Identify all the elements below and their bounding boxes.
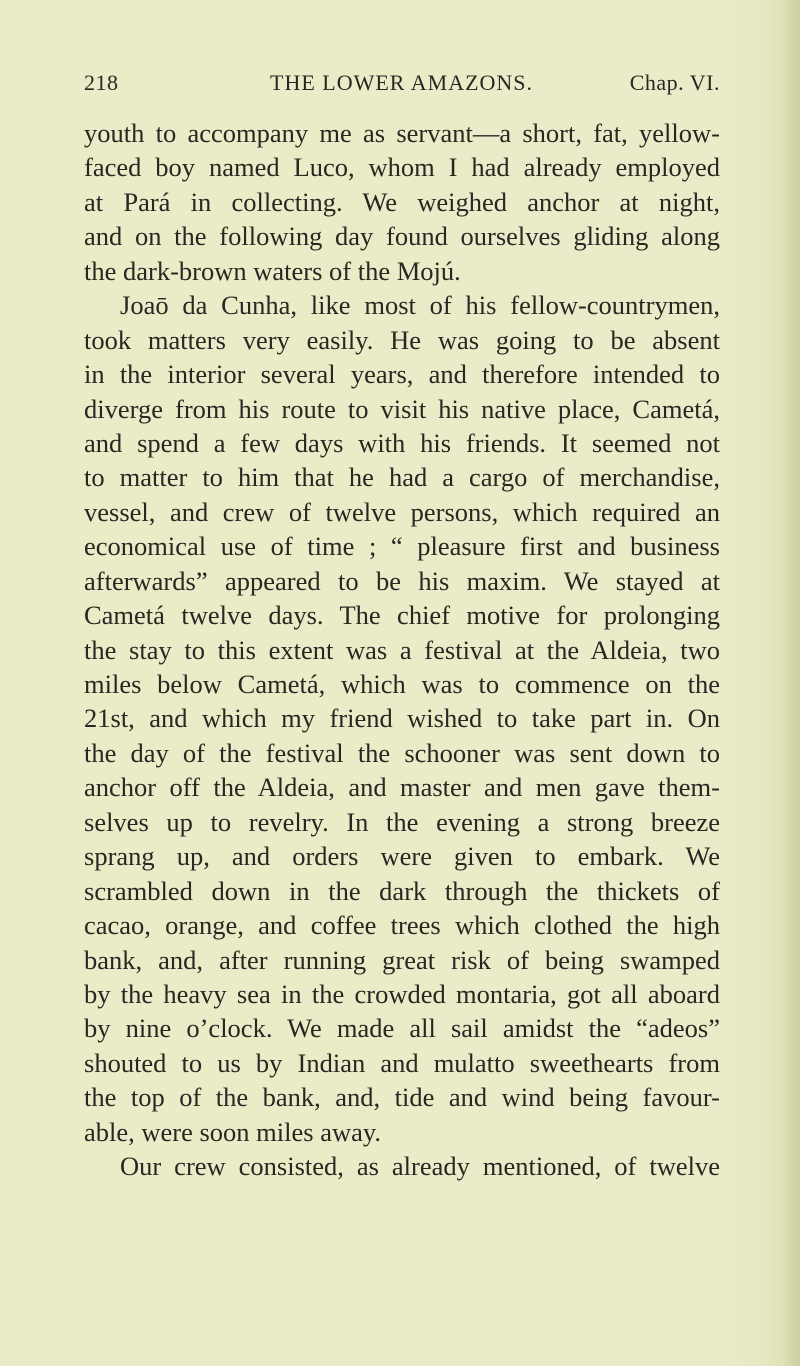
text-line: by nine o’clock. We made all sail amidst the “adeos” [84,1013,720,1044]
text-line: 21st, and which my friend wished to take part in. On [84,703,720,734]
text-line: cacao, orange, and coffee trees which clothed the high [84,910,720,941]
text-line: Our crew consisted, as already mentioned, of twelve [120,1151,720,1182]
text-line: in the interior several years, and therefore intended to [84,359,720,390]
text-line: vessel, and crew of twelve persons, which required an [84,496,720,527]
text-line: scrambled down in the dark through the thickets of [84,875,720,906]
text-line: youth to accompany me as servant—a short, fat, yellow- [84,118,720,148]
text-line: at Pará in collecting. We weighed anchor at night, [84,186,720,217]
body-text [84,116,720,1184]
text-line: the stay to this extent was a festival at the Aldeia, two [84,634,720,665]
text-line: selves up to revelry. In the evening a strong breeze [84,806,720,837]
text-line: afterwards” appeared to be his maxim. We stayed at [84,565,720,596]
text-line: to matter to him that he had a cargo of merchandise, [84,462,720,493]
page-edge-shadow [782,0,800,1366]
book-title: THE LOWER AMAZONS. [270,70,534,95]
chapter-label: Chap. VI. [629,70,720,95]
text-line: Joaō da Cunha, like most of his fellow-countrymen, [120,290,720,321]
running-head [84,70,720,104]
text-line: diverge from his route to visit his native place, Cametá, [84,393,720,424]
text-line: anchor off the Aldeia, and master and men gave them- [84,772,720,803]
text-line: able, were soon miles away. [84,1116,382,1147]
text-line: economical use of time ; “ pleasure first and business [84,531,720,562]
text-line: Cametá twelve days. The chief motive for prolonging [84,600,720,631]
page-number: 218 [84,70,119,95]
text-line: the day of the festival the schooner was sent down to [84,737,720,768]
text-line: sprang up, and orders were given to embark. We [84,841,720,872]
text-line: the dark-brown waters of the Mojú. [84,255,461,286]
text-line: by the heavy sea in the crowded montaria, got all aboard [84,978,720,1009]
text-line: bank, and, after running great risk of being swamped [84,944,720,975]
text-line: took matters very easily. He was going to be absent [84,324,720,355]
text-line: and spend a few days with his friends. It seemed not [84,427,720,458]
text-line: and on the following day found ourselves gliding along [84,221,720,252]
text-line: the top of the bank, and, tide and wind being favour- [84,1082,720,1113]
text-line: faced boy named Luco, whom I had already employed [84,152,720,183]
text-line: shouted to us by Indian and mulatto sweethearts from [84,1047,720,1078]
text-line: miles below Cametá, which was to commence on the [84,669,720,699]
